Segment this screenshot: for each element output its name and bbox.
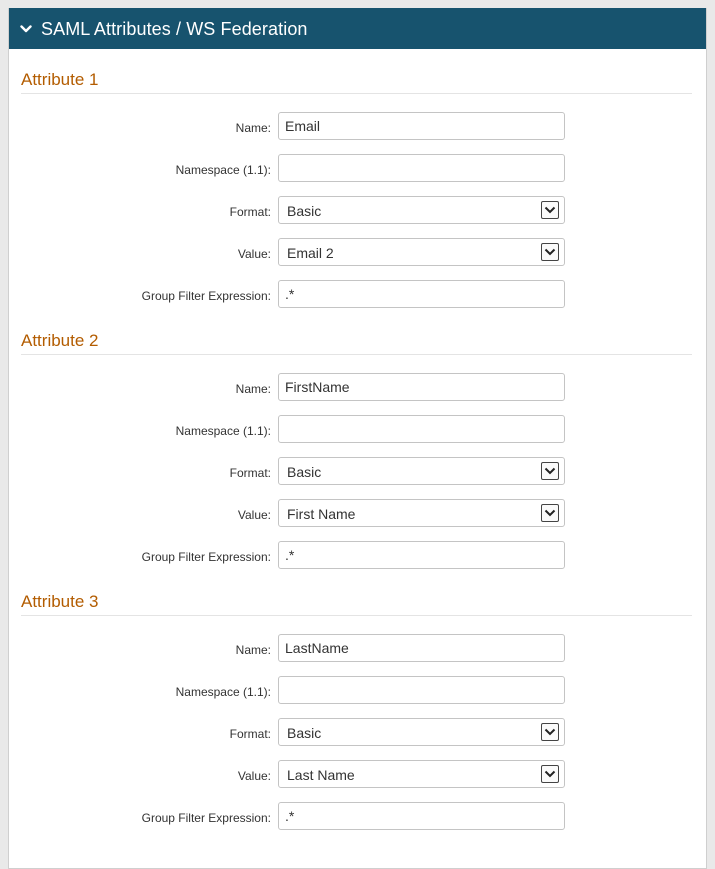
- panel-title: SAML Attributes / WS Federation: [41, 18, 308, 39]
- group-filter-input[interactable]: [278, 802, 565, 830]
- namespace-row: [9, 154, 706, 184]
- value-label: Value:: [237, 247, 271, 261]
- value-select[interactable]: [278, 760, 565, 788]
- value-select[interactable]: [278, 238, 565, 266]
- namespace-label: Namespace (1.1):: [175, 163, 271, 177]
- value-selected-value: Email 2: [287, 245, 334, 261]
- format-selected-value: Basic: [287, 203, 322, 219]
- namespace-input[interactable]: [278, 676, 565, 704]
- attribute-section-title: Attribute 2: [21, 330, 692, 355]
- format-label: Format:: [229, 466, 271, 480]
- name-input[interactable]: [278, 112, 565, 140]
- value-label: Value:: [237, 769, 271, 783]
- chevron-down-icon[interactable]: [19, 22, 33, 36]
- format-selected-value: Basic: [287, 464, 322, 480]
- attribute-section-title: Attribute 1: [21, 69, 692, 94]
- group-filter-label: Group Filter Expression:: [141, 289, 271, 303]
- format-row: [9, 196, 706, 226]
- value-row: [9, 499, 706, 529]
- group-filter-row: [9, 280, 706, 310]
- group-filter-input[interactable]: [278, 541, 565, 569]
- name-input[interactable]: [278, 373, 565, 401]
- name-label: Name:: [235, 121, 271, 135]
- chevron-down-icon[interactable]: [541, 504, 559, 522]
- saml-attributes-panel: [8, 8, 707, 869]
- namespace-label: Namespace (1.1):: [175, 685, 271, 699]
- group-filter-label: Group Filter Expression:: [141, 811, 271, 825]
- value-label: Value:: [237, 508, 271, 522]
- group-filter-row: [9, 541, 706, 571]
- format-label: Format:: [229, 727, 271, 741]
- format-selected-value: Basic: [287, 725, 322, 741]
- chevron-down-icon[interactable]: [541, 765, 559, 783]
- format-select[interactable]: [278, 718, 565, 746]
- name-input[interactable]: [278, 634, 565, 662]
- name-row: [9, 634, 706, 664]
- group-filter-label: Group Filter Expression:: [141, 550, 271, 564]
- value-row: [9, 238, 706, 268]
- value-selected-value: Last Name: [287, 767, 355, 783]
- panel-header[interactable]: [9, 8, 706, 49]
- name-row: [9, 373, 706, 403]
- format-select[interactable]: [278, 196, 565, 224]
- name-label: Name:: [235, 382, 271, 396]
- namespace-input[interactable]: [278, 415, 565, 443]
- format-select[interactable]: [278, 457, 565, 485]
- chevron-down-icon[interactable]: [541, 462, 559, 480]
- namespace-label: Namespace (1.1):: [175, 424, 271, 438]
- value-row: [9, 760, 706, 790]
- group-filter-row: [9, 802, 706, 832]
- value-selected-value: First Name: [287, 506, 356, 522]
- group-filter-input[interactable]: [278, 280, 565, 308]
- chevron-down-icon[interactable]: [541, 723, 559, 741]
- chevron-down-icon[interactable]: [541, 243, 559, 261]
- namespace-row: [9, 676, 706, 706]
- name-row: [9, 112, 706, 142]
- format-row: [9, 718, 706, 748]
- chevron-down-icon[interactable]: [541, 201, 559, 219]
- attribute-section-title: Attribute 3: [21, 591, 692, 616]
- namespace-input[interactable]: [278, 154, 565, 182]
- format-row: [9, 457, 706, 487]
- name-label: Name:: [235, 643, 271, 657]
- value-select[interactable]: [278, 499, 565, 527]
- format-label: Format:: [229, 205, 271, 219]
- namespace-row: [9, 415, 706, 445]
